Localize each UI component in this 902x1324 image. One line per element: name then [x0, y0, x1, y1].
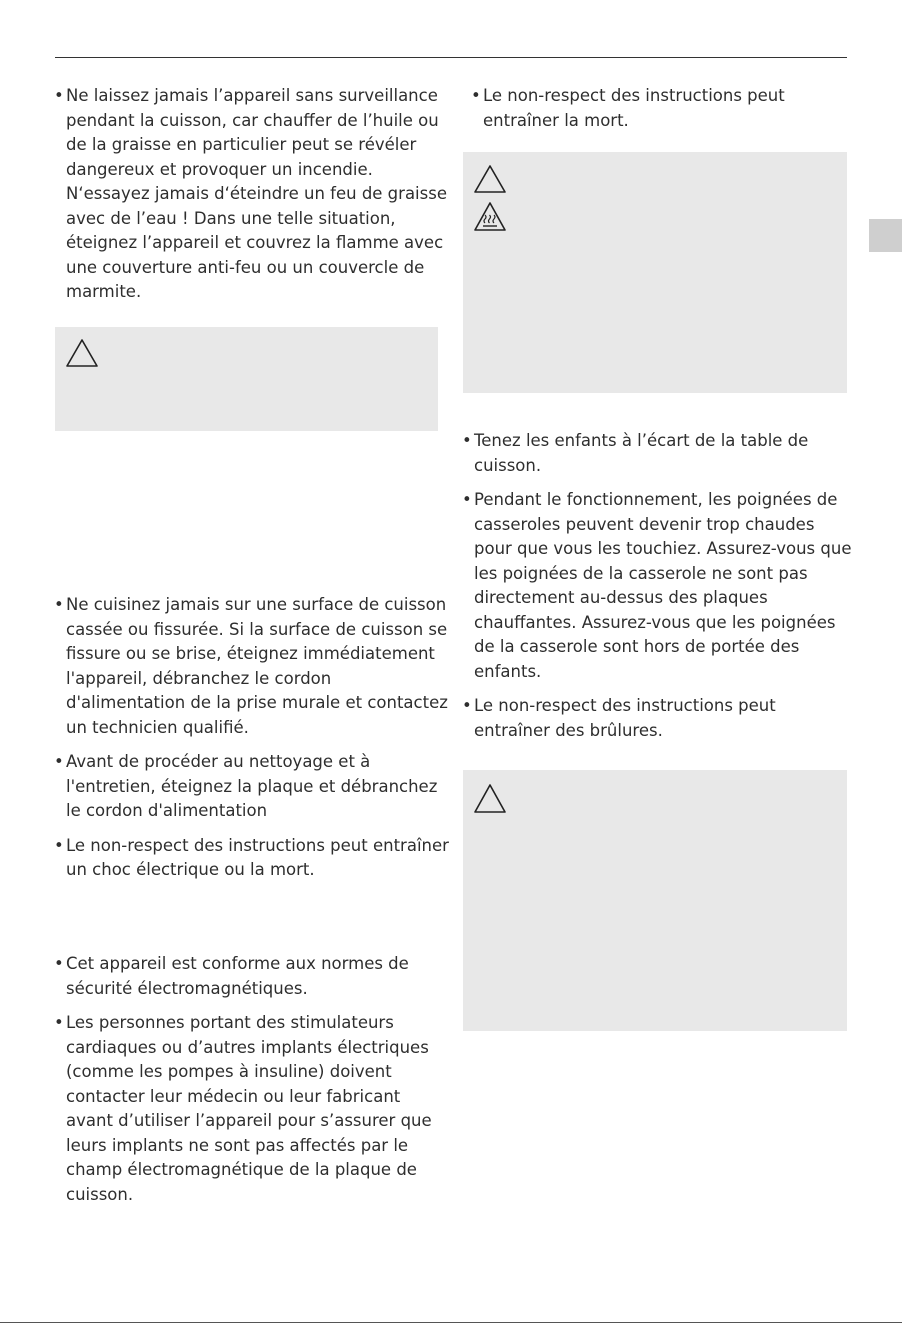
- emc-safety-list: [55, 952, 450, 1217]
- warning-triangle-icon: [473, 164, 507, 194]
- hot-surface-icon: [473, 201, 507, 232]
- warning-box-hot-surface: [463, 152, 847, 393]
- warning-box-fire: [55, 327, 438, 431]
- list-item: • Pendant le fonctionnement, les poignées de casseroles peuvent devenir trop chaudes pour que vous les touchiez. Assurez-vous que les poignées de la casserole ne sont pas directement au-dessus des plaques chauffantes. Assurez-vous que les poignées de la casserole sont hors de portée des enfants.: [463, 488, 855, 684]
- list-item: • Cet appareil est conforme aux normes de sécurité électromagnétiques.: [55, 952, 450, 1001]
- list-item: • Ne laissez jamais l’appareil sans surveillance pendant la cuisson, car chauffer de l’huile ou de la graisse en particulier peut se révéler dangereux et provoquer un incendie. N‘essayez jamais d‘éteindre un feu de graisse avec de l’eau ! Dans une telle situation, éteignez l’appareil et couvrez la flamme avec une couverture anti-feu ou un couvercle de marmite.: [55, 84, 450, 305]
- list-item: • Le non-respect des instructions peut entraîner des brûlures.: [463, 694, 855, 743]
- warning-box-caution: [463, 770, 847, 1031]
- list-item: • Tenez les enfants à l’écart de la table de cuisson.: [463, 429, 855, 478]
- list-item: • Le non-respect des instructions peut entraîner un choc électrique ou la mort.: [55, 834, 450, 883]
- warning-triangle-icon: [473, 783, 507, 814]
- burn-safety-list: [463, 429, 855, 753]
- electric-safety-list: [55, 593, 450, 893]
- footer-rule: [0, 1322, 902, 1323]
- fire-safety-list: [55, 84, 450, 315]
- list-item: • Ne cuisinez jamais sur une surface de cuisson cassée ou fissurée. Si la surface de cuisson se fissure ou se brise, éteignez immédiatement l'appareil, débranchez le cordon d'alimentation de la prise murale et contactez un technicien qualifié.: [55, 593, 450, 740]
- list-item: • Avant de procéder au nettoyage et à l'entretien, éteignez la plaque et débranchez le cordon d'alimentation: [55, 750, 450, 824]
- top-consequence-list: [472, 84, 832, 143]
- header-rule: [55, 57, 847, 58]
- list-item: • Le non-respect des instructions peut entraîner la mort.: [472, 84, 832, 133]
- section-tab-marker: [869, 219, 902, 252]
- list-item: • Les personnes portant des stimulateurs cardiaques ou d’autres implants électriques (comme les pompes à insuline) doivent contacter leur médecin ou leur fabricant avant d’utiliser l’appareil pour s’assurer que leurs implants ne sont pas affectés par le champ électromagnétique de la plaque de cuisson.: [55, 1011, 450, 1207]
- warning-triangle-icon: [65, 338, 99, 368]
